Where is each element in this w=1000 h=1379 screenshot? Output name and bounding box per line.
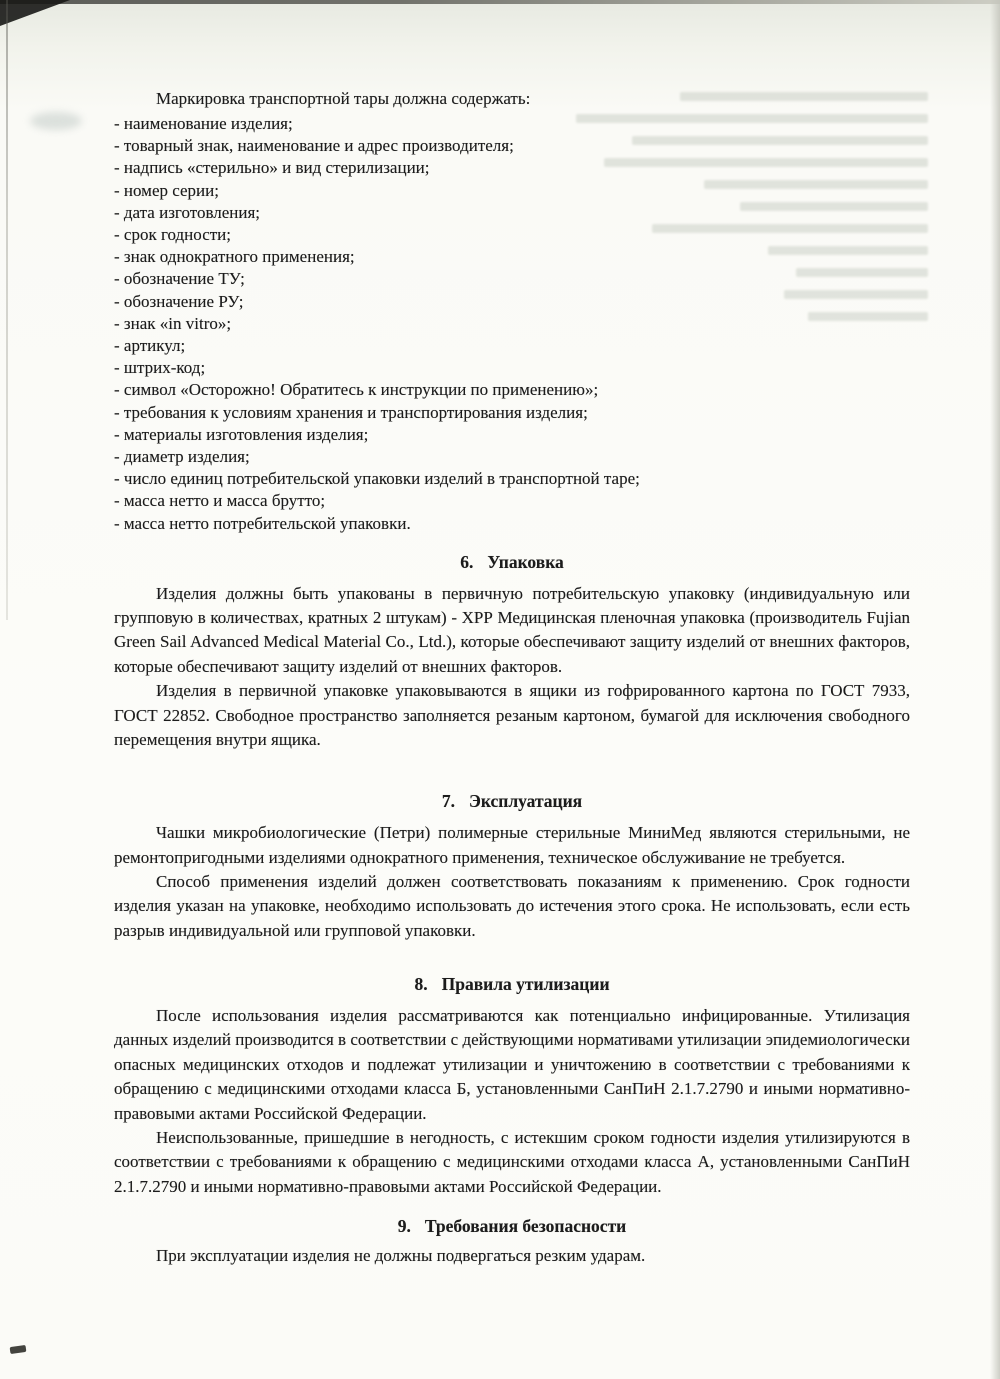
section-disposal — [114, 973, 910, 1199]
marking-intro-paragraph: Маркировка транспортной тары должна содержать: — [156, 89, 531, 108]
paragraph: Изделия должны быть упакованы в первичную потребительскую упаковку (индивидуальную или групповую в количествах, кратных 2 штукам) - ХРР Медицинская пленочная упаковка (производитель Fujian Green Sail Advanced Medical Material Co., Ltd.), которые обеспечивают защиту изделий от внешних факторов, которые обеспечивают защиту изделий от внешних факторов. — [114, 583, 910, 676]
document-content — [114, 88, 910, 1268]
list-item: - требования к условиям хранения и транспортирования изделия; — [114, 402, 588, 422]
paragraph: Чашки микробиологические (Петри) полимерные стерильные МиниМед являются стерильными, не ремонтопригодными изделиями однократного применения, техническое обслуживание не требуется. — [114, 823, 910, 867]
paragraph: Изделия в первичной упаковке упаковываются в ящики из гофрированного картона по ГОСТ 7933, ГОСТ 22852. Свободное пространство заполняется резаным картоном, бумагой для исключения свободного перемещения внутри ящика. — [114, 681, 910, 749]
list-item: - масса нетто потребительской упаковки. — [114, 513, 411, 533]
section-number: 7. — [441, 791, 455, 812]
scan-artifact-left-edge — [6, 0, 8, 620]
list-item: - обозначение РУ; — [114, 291, 244, 311]
section-title: Правила утилизации — [441, 974, 610, 995]
paragraph: При эксплуатации изделия не должны подвергаться резким ударам. — [156, 1245, 646, 1265]
list-item: - знак однократного применения; — [114, 247, 355, 267]
section-heading-8 — [114, 973, 910, 996]
list-item: - штрих-код; — [114, 358, 206, 378]
list-item: - артикул; — [114, 335, 186, 355]
list-item: - дата изготовления; — [114, 202, 261, 222]
list-item: - обозначение ТУ; — [114, 269, 245, 289]
section-number: 9. — [397, 1216, 411, 1237]
list-item: - наименование изделия; — [114, 113, 293, 133]
section-heading-9 — [114, 1215, 910, 1238]
section-operation — [114, 790, 910, 943]
paragraph: Способ применения изделий должен соответствовать показаниям к применению. Срок годности изделия указан на упаковке, необходимо использовать до истечения этого срока. Не использовать, если есть разрыв индивидуальной или групповой упаковки. — [114, 871, 910, 940]
list-item: - надпись «стерильно» и вид стерилизации; — [114, 158, 430, 178]
section-title: Эксплуатация — [468, 791, 583, 812]
section-number: 8. — [414, 974, 428, 995]
scan-artifact-smudge — [30, 112, 82, 130]
scan-artifact-bottom-left-mark — [10, 1345, 27, 1354]
scan-artifact-top-edge — [0, 0, 1000, 4]
paragraph: Неиспользованные, пришедшие в негодность, с истекшим сроком годности изделия утилизируются в соответствии с требованиями к обращению с медицинскими отходами класса А, установленными СанПиН 2.1.7.2790 и иными нормативно-правовыми актами Российской Федерации. — [114, 1127, 910, 1196]
section-packaging — [114, 551, 910, 753]
list-item: - символ «Осторожно! Обратитесь к инструкции по применению»; — [114, 380, 599, 400]
section-safety — [114, 1215, 910, 1268]
list-item: - товарный знак, наименование и адрес производителя; — [114, 136, 514, 156]
list-item: - число единиц потребительской упаковки изделий в транспортной таре; — [114, 469, 640, 489]
section-title: Упаковка — [487, 551, 564, 572]
section-number: 6. — [460, 551, 474, 572]
list-item: - срок годности; — [114, 224, 231, 244]
list-item: - номер серии; — [114, 180, 219, 200]
scan-artifact-right-edge — [990, 0, 1000, 1379]
list-item: - масса нетто и масса брутто; — [114, 491, 326, 511]
list-item: - знак «in vitro»; — [114, 313, 232, 333]
section-heading-7 — [114, 790, 910, 813]
paragraph: После использования изделия рассматриваются как потенциально инфицированные. Утилизация данных изделий производится в соответствии с действующими нормативами утилизации эпидемиологически опасных медицинских отходов и подлежат утилизации и уничтожению в соответствии с требованиями к обращению с медицинскими отходами класса Б, установленными СанПиН 2.1.7.2790 и иными нормативно-правовыми актами Российской Федерации. — [114, 1005, 910, 1123]
section-heading-6 — [114, 551, 910, 574]
list-item: - материалы изготовления изделия; — [114, 424, 369, 444]
scan-artifact-top-left-corner — [0, 0, 70, 26]
list-item: - диаметр изделия; — [114, 446, 250, 466]
marking-list — [114, 113, 910, 535]
section-title: Требования безопасности — [424, 1216, 627, 1237]
